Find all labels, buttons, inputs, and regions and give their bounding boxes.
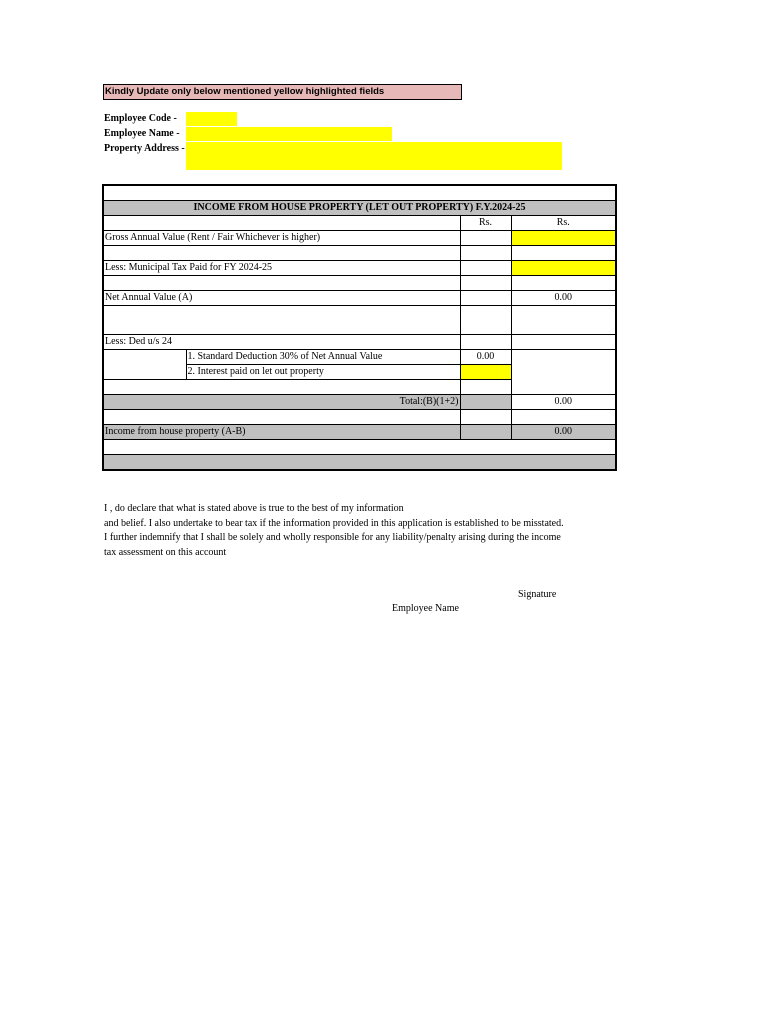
signature-label: Signature bbox=[518, 589, 557, 600]
table-cell bbox=[103, 216, 460, 231]
declaration-line-2: and belief. I also undertake to bear tax if the information provided in this application is established to be misstated. bbox=[104, 518, 564, 529]
table-row bbox=[103, 216, 616, 231]
col1-header: Rs. bbox=[460, 216, 511, 231]
table-row bbox=[103, 306, 616, 335]
table-row bbox=[103, 350, 616, 365]
table-cell bbox=[103, 276, 460, 291]
income-label: Income from house property (A-B) bbox=[103, 425, 460, 440]
employee-name-label: Employee Name - bbox=[104, 128, 180, 139]
table-cell bbox=[103, 455, 616, 471]
less-ded-label: Less: Ded u/s 24 bbox=[103, 335, 460, 350]
table-cell bbox=[103, 380, 460, 395]
table-row bbox=[103, 231, 616, 246]
table-cell bbox=[511, 276, 616, 291]
table-title: INCOME FROM HOUSE PROPERTY (LET OUT PROPERTY) F.Y.2024-25 bbox=[103, 201, 616, 216]
table-cell bbox=[460, 231, 511, 246]
declaration-line-4: tax assessment on this account bbox=[104, 547, 227, 558]
table-row bbox=[103, 246, 616, 261]
municipal-tax-label: Less: Municipal Tax Paid for FY 2024-25 bbox=[103, 261, 460, 276]
table-cell bbox=[460, 425, 511, 440]
employee-code-field[interactable] bbox=[186, 112, 237, 126]
table-row bbox=[103, 335, 616, 350]
gross-annual-value-label: Gross Annual Value (Rent / Fair Whichever is higher) bbox=[103, 231, 460, 246]
declaration-line-1: I , do declare that what is stated above is true to the best of my information bbox=[104, 503, 404, 514]
standard-deduction-label: 1. Standard Deduction 30% of Net Annual Value bbox=[186, 350, 460, 365]
table-row bbox=[103, 201, 616, 216]
table-cell bbox=[460, 410, 511, 425]
table-cell bbox=[460, 306, 511, 335]
table-cell bbox=[103, 410, 460, 425]
table-cell bbox=[460, 261, 511, 276]
table-cell bbox=[103, 306, 460, 335]
instruction-banner: Kindly Update only below mentioned yellow highlighted fields bbox=[103, 84, 462, 100]
income-table bbox=[102, 184, 617, 471]
table-row bbox=[103, 291, 616, 306]
employee-code-label: Employee Code - bbox=[104, 113, 177, 124]
table-cell bbox=[511, 350, 616, 395]
property-address-field[interactable] bbox=[186, 142, 562, 170]
table-cell bbox=[511, 410, 616, 425]
total-amount: 0.00 bbox=[511, 395, 616, 410]
table-cell bbox=[103, 440, 616, 455]
table-cell bbox=[103, 350, 186, 380]
table-row bbox=[103, 261, 616, 276]
table-cell bbox=[103, 246, 460, 261]
table-row bbox=[103, 185, 616, 201]
interest-paid-input[interactable] bbox=[460, 365, 511, 380]
table-cell bbox=[511, 335, 616, 350]
interest-paid-label: 2. Interest paid on let out property bbox=[186, 365, 460, 380]
employee-name-footer: Employee Name bbox=[392, 603, 459, 614]
table-row bbox=[103, 395, 616, 410]
table-cell bbox=[460, 276, 511, 291]
property-address-label: Property Address - bbox=[104, 143, 185, 154]
income-amount: 0.00 bbox=[511, 425, 616, 440]
net-annual-value-label: Net Annual Value (A) bbox=[103, 291, 460, 306]
col2-header: Rs. bbox=[511, 216, 616, 231]
total-label: Total:(B)(1+2) bbox=[103, 395, 460, 410]
table-cell bbox=[511, 246, 616, 261]
table-row bbox=[103, 425, 616, 440]
table-cell bbox=[460, 380, 511, 395]
table-cell bbox=[460, 246, 511, 261]
table-row bbox=[103, 455, 616, 471]
municipal-tax-input[interactable] bbox=[511, 261, 616, 276]
declaration-line-3: I further indemnify that I shall be solely and wholly responsible for any liability/penalty arising during the income bbox=[104, 532, 561, 543]
table-cell bbox=[460, 395, 511, 410]
table-cell bbox=[103, 185, 616, 201]
employee-name-field[interactable] bbox=[186, 127, 392, 141]
table-row bbox=[103, 440, 616, 455]
gross-annual-value-input[interactable] bbox=[511, 231, 616, 246]
table-cell bbox=[460, 335, 511, 350]
standard-deduction-amount: 0.00 bbox=[460, 350, 511, 365]
table-cell bbox=[511, 306, 616, 335]
table-row bbox=[103, 276, 616, 291]
net-annual-value-amount: 0.00 bbox=[511, 291, 616, 306]
table-cell bbox=[460, 291, 511, 306]
table-row bbox=[103, 410, 616, 425]
